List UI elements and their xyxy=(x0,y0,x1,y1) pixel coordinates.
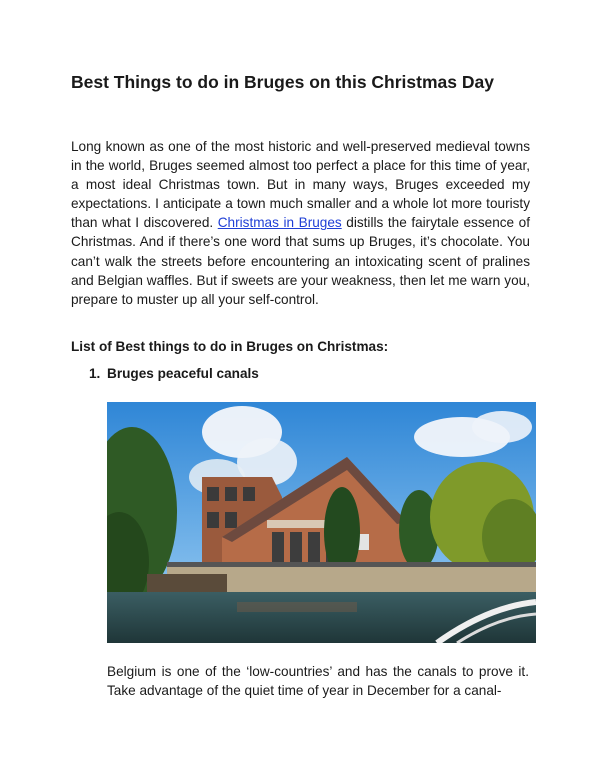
canal-paragraph-text: Belgium is one of the ‘low-countries’ and has the canals to prove it. Take advantage of the quiet time of year in December for a canal- xyxy=(107,664,529,699)
intro-text-start: Long known as one of the most historic and well-preserved medieval towns in the world, Bruges seemed almost too perfect a place for this time of year, a most ideal Christmas town. But in many ways, Bruges exceeded my expectations. I anticipate a town much smaller and a whole lot more touristy than what I discovered. xyxy=(71,139,530,231)
christmas-in-bruges-link[interactable]: Christmas in Bruges xyxy=(217,215,342,231)
intro-text-end: distills the fairytale essence of Christmas. And if there’s one word that sums up Bruges, it’s chocolate. You can’t walk the streets before encountering an intoxicating scent of pralines and Belgian waffles. But if sweets are your weakness, then let me warn you, prepare to muster up all your self-control. xyxy=(71,215,531,307)
list-item-label: Bruges peaceful canals xyxy=(107,366,259,381)
list-item xyxy=(89,366,259,381)
canal-paragraph xyxy=(107,662,529,700)
page-title: Best Things to do in Bruges on this Christmas Day xyxy=(71,72,494,92)
list-item-number: 1. xyxy=(89,366,101,381)
intro-paragraph xyxy=(71,137,530,309)
list-heading: List of Best things to do in Bruges on Christmas: xyxy=(71,339,389,354)
canal-photo xyxy=(107,402,536,643)
canal-photo-illustration xyxy=(107,402,536,643)
